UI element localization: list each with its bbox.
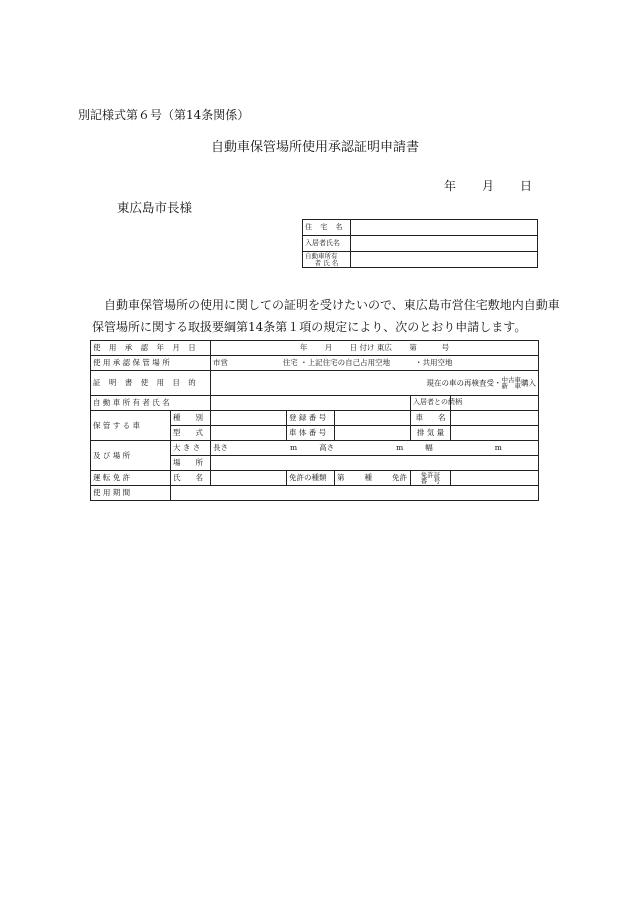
- addressee: 東広島市長様: [117, 200, 193, 215]
- car-used: 中古車: [501, 375, 522, 384]
- length-label: 長さ: [213, 443, 228, 453]
- owner-name-row-field[interactable]: [211, 396, 411, 411]
- body-no-label: 車 体 番 号: [287, 426, 335, 441]
- car-name-field[interactable]: [451, 411, 539, 426]
- purchase-label: 購入: [521, 378, 537, 387]
- location-housing: 住宅 ・上記住宅の自己占用空地: [282, 358, 391, 368]
- height-label: 高さ: [319, 443, 335, 453]
- address-label: 住 宅 名: [303, 220, 351, 236]
- owner-label-line1: 自動車所有: [305, 252, 338, 260]
- license-class-prefix: 第: [337, 473, 345, 483]
- license-no-label-2: 番 号: [420, 477, 441, 485]
- place-field[interactable]: [211, 456, 539, 471]
- license-type-field[interactable]: [335, 471, 411, 486]
- car-new: 新 車: [501, 382, 522, 390]
- license-class-mid: 種: [364, 473, 372, 483]
- license-no-label-1: 免許証: [420, 470, 441, 479]
- relationship-label: 入居者との続柄: [411, 396, 451, 411]
- date-month[interactable]: 月: [482, 179, 495, 193]
- reg-no-label: 登 録 番 号: [287, 411, 335, 426]
- approval-location-label: 使 用 承 認 保 管 場 所: [91, 356, 211, 371]
- model-field[interactable]: [211, 426, 287, 441]
- body-text: [92, 294, 562, 338]
- body-line-1: 自動車保管場所の使用に関しての証明を受けたいので、東広島市営住宅敷地内自動車: [104, 298, 560, 312]
- owner-name-label: [303, 252, 351, 268]
- license-no-label: [411, 471, 451, 486]
- purpose-label: 証 明 書 使 用 目 的: [91, 371, 211, 396]
- license-label: 運 転 免 許: [91, 471, 171, 486]
- owner-name-field[interactable]: [351, 252, 538, 268]
- place-label: 場 所: [171, 456, 211, 471]
- approval-location-field[interactable]: [211, 356, 539, 371]
- car-choice[interactable]: [502, 377, 522, 390]
- application-table: [90, 340, 539, 501]
- date-line: [444, 177, 532, 194]
- form-number: 別記様式第６号（第14条関係）: [78, 108, 250, 122]
- license-name-field[interactable]: [211, 471, 287, 486]
- displacement-field[interactable]: [451, 426, 539, 441]
- location-shared: ・共用空地: [414, 358, 453, 368]
- applicant-table: [302, 219, 538, 268]
- period-label: 使 用 期 間: [91, 486, 171, 501]
- width-label: 幅: [425, 443, 433, 453]
- relationship-field[interactable]: [451, 396, 539, 411]
- type-field[interactable]: [211, 411, 287, 426]
- body-line-2: 保管場所に関する取扱要綱第14条第１項の規定により、次のとおり申請します。: [92, 320, 527, 334]
- vehicle-group-label-1: 保 管 す る 車: [91, 411, 171, 441]
- model-label: 型 式: [171, 426, 211, 441]
- license-class-suffix: 免許: [392, 473, 407, 483]
- car-name-label: 車 名: [411, 411, 451, 426]
- document-title: 自動車保管場所使用承認証明申請書: [210, 140, 419, 155]
- size-label: 大 き さ: [171, 441, 211, 456]
- license-type-label: 免許の種類: [287, 471, 335, 486]
- date-year[interactable]: 年: [444, 179, 457, 193]
- owner-name-row-label: 自 動 車 所 有 者 氏 名: [91, 396, 211, 411]
- approval-date-label: 使 用 承 認 年 月 日: [91, 341, 211, 356]
- displacement-label: 排 気 量: [411, 426, 451, 441]
- address-field[interactable]: [351, 220, 538, 236]
- resident-name-field[interactable]: [351, 236, 538, 252]
- resident-name-label: 入居者氏名: [303, 236, 351, 252]
- size-field[interactable]: [211, 441, 539, 456]
- purpose-field[interactable]: [211, 371, 539, 396]
- body-no-field[interactable]: [335, 426, 411, 441]
- license-no-field[interactable]: [451, 471, 539, 486]
- height-unit: m: [396, 443, 404, 453]
- license-name-label: 氏 名: [171, 471, 211, 486]
- date-day[interactable]: 日: [520, 179, 533, 193]
- reg-no-field[interactable]: [335, 411, 411, 426]
- vehicle-group-label-2: 及 び 場 所: [91, 441, 171, 471]
- approval-date-field[interactable]: 年 月 日 付け 東広 第 号: [211, 341, 539, 356]
- owner-label-line2: 者 氏 名: [314, 258, 339, 267]
- width-unit: m: [494, 443, 502, 453]
- location-city: 市営: [213, 358, 228, 368]
- length-unit: m: [290, 443, 298, 453]
- purpose-value: 現在の車の再検査受・: [426, 378, 502, 387]
- period-field[interactable]: [171, 486, 539, 501]
- type-label: 種 別: [171, 411, 211, 426]
